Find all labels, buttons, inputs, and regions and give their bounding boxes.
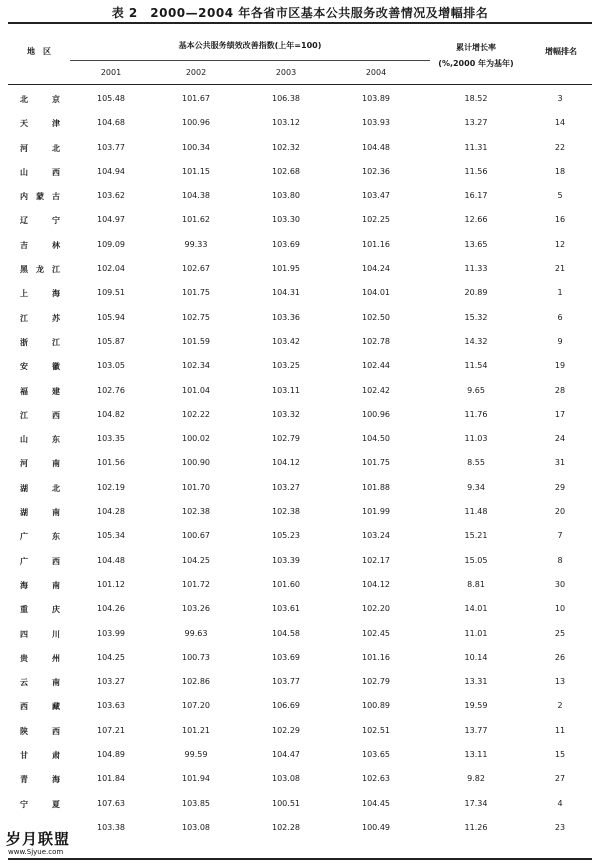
cell-2003: 102.32 bbox=[272, 142, 300, 152]
cell-2003: 103.80 bbox=[272, 191, 300, 201]
cell-rank: 25 bbox=[554, 628, 566, 638]
cell-2004: 102.63 bbox=[362, 774, 390, 784]
header-cumulative: 累计增长率 bbox=[456, 43, 496, 52]
cell-2002: 101.15 bbox=[182, 166, 210, 176]
table-row bbox=[0, 572, 600, 596]
cell-2004: 102.50 bbox=[362, 312, 390, 322]
cell-2003: 106.69 bbox=[272, 701, 300, 711]
cell-region: 上海 bbox=[20, 289, 60, 299]
cell-2001: 104.82 bbox=[97, 409, 125, 419]
cell-rank: 13 bbox=[554, 677, 566, 687]
table-row bbox=[0, 548, 600, 572]
cell-2003: 103.69 bbox=[272, 239, 300, 249]
cell-rank: 6 bbox=[557, 312, 563, 322]
cell-rank: 3 bbox=[557, 94, 563, 103]
table-row bbox=[0, 621, 600, 645]
cell-2004: 100.49 bbox=[362, 822, 390, 832]
cell-2003: 103.08 bbox=[272, 774, 300, 784]
cell-2002: 99.59 bbox=[184, 750, 208, 760]
cell-cumulative: 8.55 bbox=[467, 458, 485, 468]
cell-region: 四川 bbox=[20, 629, 60, 639]
table-row bbox=[0, 378, 600, 402]
cell-2004: 102.78 bbox=[362, 336, 390, 346]
cell-cumulative: 10.14 bbox=[464, 652, 488, 662]
cell-cumulative: 11.54 bbox=[464, 361, 488, 371]
cell-2004: 100.89 bbox=[362, 701, 390, 711]
cell-rank: 10 bbox=[554, 604, 566, 614]
cell-2003: 103.27 bbox=[272, 482, 300, 492]
cell-2002: 101.21 bbox=[182, 725, 210, 735]
cell-2003: 106.38 bbox=[272, 94, 300, 103]
table-row bbox=[0, 523, 600, 547]
cell-2001: 104.28 bbox=[97, 507, 125, 517]
cell-rank: 30 bbox=[554, 579, 566, 589]
cell-2003: 102.38 bbox=[272, 507, 300, 517]
cell-region: 黑龙江 bbox=[20, 265, 60, 275]
cell-cumulative: 18.52 bbox=[464, 94, 488, 103]
cell-2002: 101.70 bbox=[182, 482, 210, 492]
cell-region: 湖北 bbox=[20, 483, 60, 493]
cell-rank: 20 bbox=[554, 507, 566, 517]
cell-2001: 103.77 bbox=[97, 142, 125, 152]
table-row bbox=[0, 256, 600, 280]
cell-2003: 103.12 bbox=[272, 118, 300, 128]
cell-2004: 103.24 bbox=[362, 531, 390, 541]
cell-2004: 103.65 bbox=[362, 750, 390, 760]
cell-cumulative: 16.17 bbox=[464, 191, 488, 201]
cell-2004: 102.51 bbox=[362, 725, 390, 735]
cell-2001: 103.99 bbox=[97, 628, 125, 638]
cell-2001: 105.34 bbox=[97, 531, 125, 541]
cell-rank: 29 bbox=[554, 482, 566, 492]
cell-rank: 11 bbox=[554, 725, 566, 735]
cell-2002: 101.94 bbox=[182, 774, 210, 784]
table-row bbox=[0, 232, 600, 256]
cell-cumulative: 17.34 bbox=[464, 798, 488, 808]
cell-rank: 27 bbox=[554, 774, 566, 784]
cell-2001: 109.51 bbox=[97, 288, 125, 298]
cell-2004: 102.79 bbox=[362, 677, 390, 687]
cell-2002: 101.72 bbox=[182, 579, 210, 589]
cell-2001: 102.04 bbox=[97, 264, 125, 274]
table-row bbox=[0, 815, 600, 839]
table-row bbox=[0, 596, 600, 620]
cell-2003: 104.12 bbox=[272, 458, 300, 468]
cell-2002: 101.75 bbox=[182, 288, 210, 298]
cell-2003: 103.77 bbox=[272, 677, 300, 687]
cell-region: 吉林 bbox=[20, 240, 60, 250]
cell-rank: 14 bbox=[554, 118, 566, 128]
cell-cumulative: 13.77 bbox=[464, 725, 488, 735]
cell-2002: 99.63 bbox=[184, 628, 208, 638]
cell-2004: 102.25 bbox=[362, 215, 390, 225]
cell-cumulative: 14.01 bbox=[464, 604, 488, 614]
cell-region: 江西 bbox=[20, 410, 60, 420]
cell-2001: 101.12 bbox=[97, 579, 125, 589]
cell-2004: 100.96 bbox=[362, 409, 390, 419]
cell-rank: 28 bbox=[554, 385, 566, 395]
cell-2003: 103.25 bbox=[272, 361, 300, 371]
cell-rank: 9 bbox=[557, 336, 563, 346]
header-rank: 增幅排名 bbox=[545, 47, 577, 56]
cell-2003: 102.29 bbox=[272, 725, 300, 735]
cell-rank: 24 bbox=[554, 434, 566, 444]
cell-2002: 101.59 bbox=[182, 336, 210, 346]
cell-2004: 102.17 bbox=[362, 555, 390, 565]
header-region: 地 区 bbox=[27, 47, 51, 56]
cell-2001: 104.89 bbox=[97, 750, 125, 760]
table-row bbox=[0, 718, 600, 742]
cell-2004: 102.45 bbox=[362, 628, 390, 638]
cell-2003: 103.36 bbox=[272, 312, 300, 322]
cell-2003: 102.68 bbox=[272, 166, 300, 176]
cell-rank: 31 bbox=[554, 458, 566, 468]
cell-2002: 103.26 bbox=[182, 604, 210, 614]
cell-region: 云南 bbox=[20, 678, 60, 688]
top-rule bbox=[8, 22, 592, 24]
cell-region: 湖南 bbox=[20, 508, 60, 518]
cell-2001: 104.94 bbox=[97, 166, 125, 176]
cell-2004: 104.01 bbox=[362, 288, 390, 298]
table-row bbox=[0, 693, 600, 717]
table-caption: 表 2 2000—2004 年各省市区基本公共服务改善情况及增幅排名 bbox=[111, 6, 489, 20]
cell-rank: 18 bbox=[554, 166, 566, 176]
cell-cumulative: 9.82 bbox=[467, 774, 485, 784]
cell-region: 河北 bbox=[20, 143, 60, 153]
cell-2004: 104.50 bbox=[362, 434, 390, 444]
cell-cumulative: 20.89 bbox=[464, 288, 488, 298]
table-row bbox=[0, 742, 600, 766]
cell-region: 内蒙古 bbox=[20, 192, 60, 202]
table-row bbox=[0, 207, 600, 231]
cell-2003: 103.61 bbox=[272, 604, 300, 614]
cell-cumulative: 11.03 bbox=[464, 434, 488, 444]
cell-region: 甘肃 bbox=[20, 751, 60, 761]
cell-cumulative: 11.31 bbox=[464, 142, 488, 152]
cell-2002: 100.67 bbox=[182, 531, 210, 541]
cell-region: 北京 bbox=[20, 95, 60, 104]
cell-2001: 104.97 bbox=[97, 215, 125, 225]
table-row bbox=[0, 791, 600, 815]
cell-2001: 104.68 bbox=[97, 118, 125, 128]
cell-2004: 104.24 bbox=[362, 264, 390, 274]
table-row bbox=[0, 305, 600, 329]
cell-2002: 101.67 bbox=[182, 94, 210, 103]
cell-2001: 104.48 bbox=[97, 555, 125, 565]
cell-region: 宁夏 bbox=[20, 799, 60, 809]
cell-2001: 107.63 bbox=[97, 798, 125, 808]
table-row bbox=[0, 499, 600, 523]
cell-2001: 102.19 bbox=[97, 482, 125, 492]
cell-rank: 26 bbox=[554, 652, 566, 662]
header-cumulative-sub: (%,2000 年为基年) bbox=[438, 59, 514, 68]
cell-cumulative: 11.26 bbox=[464, 822, 488, 832]
cell-2001: 105.48 bbox=[97, 94, 125, 103]
cell-2002: 103.85 bbox=[182, 798, 210, 808]
cell-cumulative: 13.31 bbox=[464, 677, 488, 687]
cell-2001: 101.56 bbox=[97, 458, 125, 468]
cell-2003: 101.95 bbox=[272, 264, 300, 274]
table-row bbox=[0, 280, 600, 304]
cell-2003: 103.32 bbox=[272, 409, 300, 419]
cell-2002: 100.90 bbox=[182, 458, 210, 468]
cell-2004: 102.44 bbox=[362, 361, 390, 371]
cell-2002: 100.96 bbox=[182, 118, 210, 128]
cell-2002: 102.75 bbox=[182, 312, 210, 322]
cell-2003: 103.42 bbox=[272, 336, 300, 346]
cell-region: 贵州 bbox=[20, 653, 60, 663]
cell-cumulative: 11.76 bbox=[464, 409, 488, 419]
cell-region: 福建 bbox=[20, 386, 60, 396]
watermark-url: www.Sjyue.com bbox=[8, 848, 64, 856]
table-row bbox=[0, 110, 600, 134]
cell-region: 海南 bbox=[20, 580, 60, 590]
cell-2004: 104.48 bbox=[362, 142, 390, 152]
cell-cumulative: 13.27 bbox=[464, 118, 488, 128]
cell-2002: 103.08 bbox=[182, 822, 210, 832]
cell-region: 广东 bbox=[20, 532, 60, 542]
cell-region: 山东 bbox=[20, 435, 60, 445]
cell-rank: 15 bbox=[554, 750, 566, 760]
cell-2002: 101.62 bbox=[182, 215, 210, 225]
cell-cumulative: 11.48 bbox=[464, 507, 488, 517]
cell-2001: 103.62 bbox=[97, 191, 125, 201]
cell-region: 青海 bbox=[20, 775, 60, 785]
cell-2003: 103.39 bbox=[272, 555, 300, 565]
cell-2001: 107.21 bbox=[97, 725, 125, 735]
cell-region: 西藏 bbox=[20, 702, 60, 712]
cell-2004: 104.45 bbox=[362, 798, 390, 808]
cell-2002: 102.34 bbox=[182, 361, 210, 371]
cell-rank: 17 bbox=[554, 409, 566, 419]
cell-cumulative: 15.32 bbox=[464, 312, 488, 322]
cell-2003: 104.58 bbox=[272, 628, 300, 638]
cell-cumulative: 13.65 bbox=[464, 239, 488, 249]
header-year-2002: 2002 bbox=[185, 68, 207, 77]
cell-rank: 1 bbox=[557, 288, 563, 298]
table-row bbox=[0, 353, 600, 377]
header-index-group: 基本公共服务绩效改善指数(上年=100) bbox=[178, 41, 322, 50]
cell-cumulative: 15.05 bbox=[464, 555, 488, 565]
cell-cumulative: 8.81 bbox=[467, 579, 485, 589]
cell-cumulative: 11.56 bbox=[464, 166, 488, 176]
cell-2004: 101.88 bbox=[362, 482, 390, 492]
cell-2004: 101.99 bbox=[362, 507, 390, 517]
cell-2003: 104.47 bbox=[272, 750, 300, 760]
cell-2002: 102.38 bbox=[182, 507, 210, 517]
cell-2004: 103.93 bbox=[362, 118, 390, 128]
cell-rank: 16 bbox=[554, 215, 566, 225]
cell-region: 陕西 bbox=[20, 726, 60, 736]
cell-rank: 7 bbox=[557, 531, 563, 541]
cell-2002: 101.04 bbox=[182, 385, 210, 395]
table-row bbox=[0, 329, 600, 353]
cell-2002: 102.67 bbox=[182, 264, 210, 274]
cell-rank: 23 bbox=[554, 822, 566, 832]
cell-cumulative: 9.65 bbox=[467, 385, 485, 395]
cell-2003: 105.23 bbox=[272, 531, 300, 541]
cell-region: 浙江 bbox=[20, 337, 60, 347]
cell-region: 山西 bbox=[20, 167, 60, 177]
cell-2004: 101.16 bbox=[362, 239, 390, 249]
table-row bbox=[0, 159, 600, 183]
header-year-2003: 2003 bbox=[275, 68, 297, 77]
cell-2001: 103.63 bbox=[97, 701, 125, 711]
bottom-rule bbox=[8, 858, 592, 860]
table-row bbox=[0, 402, 600, 426]
cell-2004: 103.89 bbox=[362, 94, 390, 103]
cell-2001: 105.94 bbox=[97, 312, 125, 322]
cell-2003: 100.51 bbox=[272, 798, 300, 808]
cell-2001: 104.26 bbox=[97, 604, 125, 614]
cell-2002: 100.02 bbox=[182, 434, 210, 444]
cell-region: 安徽 bbox=[20, 362, 60, 372]
table-row bbox=[0, 183, 600, 207]
header-year-2001: 2001 bbox=[100, 68, 122, 77]
cell-region: 广西 bbox=[20, 556, 60, 566]
cell-cumulative: 19.59 bbox=[464, 701, 488, 711]
table-row bbox=[0, 135, 600, 159]
cell-2002: 107.20 bbox=[182, 701, 210, 711]
watermark-logo: 岁月联盟 bbox=[6, 830, 71, 848]
cell-cumulative: 12.66 bbox=[464, 215, 488, 225]
cell-cumulative: 11.01 bbox=[464, 628, 488, 638]
cell-2004: 104.12 bbox=[362, 579, 390, 589]
cell-2003: 102.79 bbox=[272, 434, 300, 444]
cell-rank: 21 bbox=[554, 264, 566, 274]
cell-2004: 102.42 bbox=[362, 385, 390, 395]
cell-2001: 105.87 bbox=[97, 336, 125, 346]
cell-2001: 103.35 bbox=[97, 434, 125, 444]
cell-2001: 103.27 bbox=[97, 677, 125, 687]
cell-2002: 99.33 bbox=[184, 239, 208, 249]
cell-2003: 103.11 bbox=[272, 385, 300, 395]
cell-2002: 102.86 bbox=[182, 677, 210, 687]
table-row bbox=[0, 669, 600, 693]
cell-2003: 102.28 bbox=[272, 822, 300, 832]
cell-rank: 5 bbox=[557, 191, 563, 201]
table-body bbox=[0, 86, 600, 839]
cell-cumulative: 15.21 bbox=[464, 531, 488, 541]
cell-2001: 104.25 bbox=[97, 652, 125, 662]
cell-rank: 12 bbox=[554, 239, 566, 249]
cell-2002: 104.38 bbox=[182, 191, 210, 201]
cell-region: 重庆 bbox=[20, 605, 60, 615]
cell-rank: 19 bbox=[554, 361, 566, 371]
table-row bbox=[0, 450, 600, 474]
cell-2002: 100.73 bbox=[182, 652, 210, 662]
cell-region: 辽宁 bbox=[20, 216, 60, 226]
cell-2002: 102.22 bbox=[182, 409, 210, 419]
cell-2004: 102.20 bbox=[362, 604, 390, 614]
cell-2004: 101.75 bbox=[362, 458, 390, 468]
cell-cumulative: 11.33 bbox=[464, 264, 488, 274]
cell-2001: 103.38 bbox=[97, 822, 125, 832]
cell-cumulative: 9.34 bbox=[467, 482, 485, 492]
table-row bbox=[0, 86, 600, 110]
cell-2003: 104.31 bbox=[272, 288, 300, 298]
cell-2003: 103.30 bbox=[272, 215, 300, 225]
table-row bbox=[0, 645, 600, 669]
table-row bbox=[0, 766, 600, 790]
header-group-rule bbox=[70, 60, 430, 61]
header-bottom-rule bbox=[8, 84, 592, 85]
cell-2001: 102.76 bbox=[97, 385, 125, 395]
cell-rank: 22 bbox=[554, 142, 566, 152]
cell-region: 天津 bbox=[20, 119, 60, 129]
cell-2002: 100.34 bbox=[182, 142, 210, 152]
cell-region: 河南 bbox=[20, 459, 60, 469]
cell-2001: 101.84 bbox=[97, 774, 125, 784]
cell-region: 江苏 bbox=[20, 313, 60, 323]
cell-2001: 103.05 bbox=[97, 361, 125, 371]
cell-2001: 109.09 bbox=[97, 239, 125, 249]
cell-2003: 103.69 bbox=[272, 652, 300, 662]
cell-2004: 102.36 bbox=[362, 166, 390, 176]
table-row bbox=[0, 426, 600, 450]
cell-rank: 8 bbox=[557, 555, 563, 565]
cell-rank: 2 bbox=[557, 701, 563, 711]
cell-cumulative: 13.11 bbox=[464, 750, 488, 760]
header-year-2004: 2004 bbox=[365, 68, 387, 77]
table-row bbox=[0, 475, 600, 499]
cell-2004: 103.47 bbox=[362, 191, 390, 201]
cell-rank: 4 bbox=[557, 798, 563, 808]
cell-2004: 101.16 bbox=[362, 652, 390, 662]
cell-2002: 104.25 bbox=[182, 555, 210, 565]
cell-2003: 101.60 bbox=[272, 579, 300, 589]
cell-cumulative: 14.32 bbox=[464, 336, 488, 346]
